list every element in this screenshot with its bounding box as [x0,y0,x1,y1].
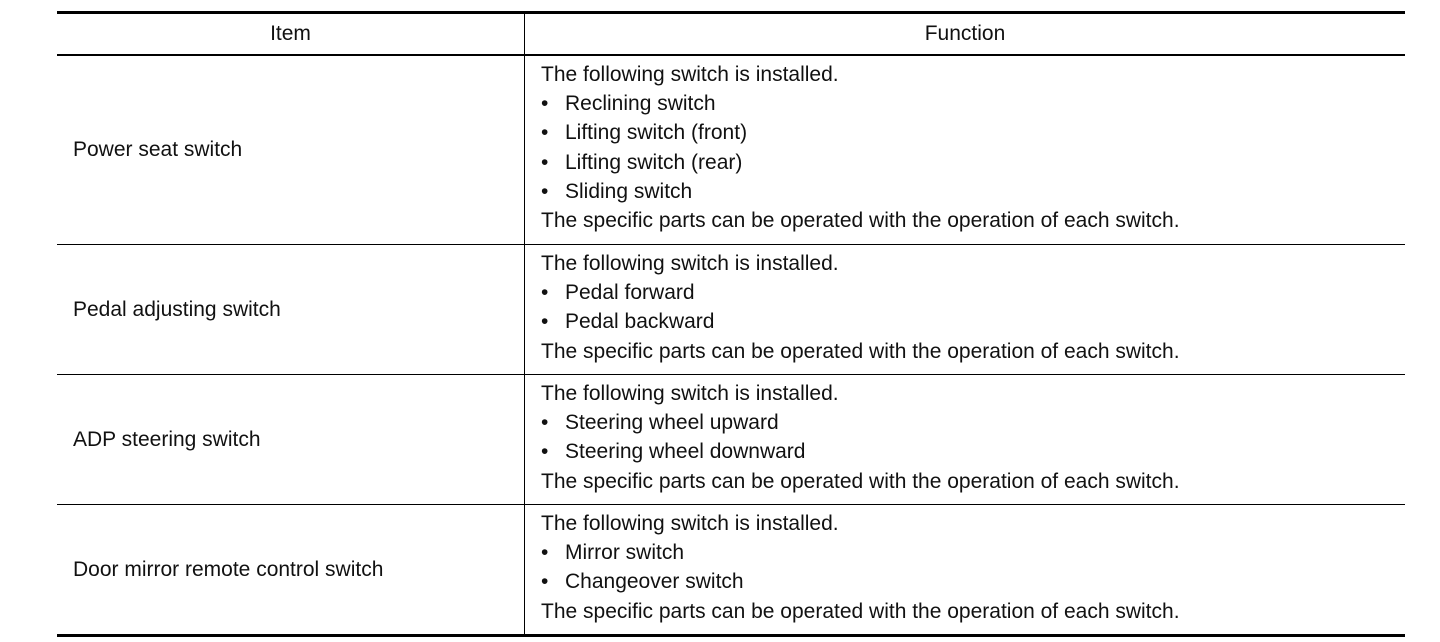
table-header-row [57,14,1405,56]
header-function: Function [924,22,1006,45]
function-intro: The following switch is installed. [541,382,839,405]
function-cell [525,505,1405,634]
function-outro: The specific parts can be operated with the operation of each switch. [541,469,1180,493]
list-item: • Pedal backward [541,307,1405,336]
switch-list [541,538,1405,596]
item-cell [57,56,525,244]
list-item: • Steering wheel downward [541,437,1405,466]
function-outro: The specific parts can be operated with the operation of each switch. [541,339,1180,363]
header-item: Item [57,14,525,54]
table-row [57,375,1405,505]
list-item: • Changeover switch [541,567,1405,596]
item-name: Power seat switch [73,138,243,161]
switch-list [541,89,1405,206]
table-row [57,245,1405,375]
item-cell [57,245,525,374]
function-cell [525,245,1405,374]
function-cell [525,375,1405,504]
table-row [57,56,1405,245]
list-item: • Lifting switch (rear) [541,148,1405,177]
item-cell [57,375,525,504]
switch-function-table [57,11,1405,637]
switch-list [541,278,1405,336]
function-cell [525,56,1405,244]
function-outro: The specific parts can be operated with the operation of each switch. [541,599,1180,623]
table-row [57,505,1405,634]
item-name: ADP steering switch [73,427,261,451]
function-outro: The specific parts can be operated with the operation of each switch. [541,209,1180,233]
list-item: • Reclining switch [541,89,1405,118]
switch-list [541,408,1405,466]
function-intro: The following switch is installed. [541,63,839,86]
item-cell [57,505,525,634]
item-name: Door mirror remote control switch [73,557,384,581]
function-intro: The following switch is installed. [541,252,839,275]
function-intro: The following switch is installed. [541,512,839,535]
item-name: Pedal adjusting switch [73,297,281,321]
list-item: • Pedal forward [541,278,1405,307]
list-item: • Mirror switch [541,538,1405,567]
list-item: • Sliding switch [541,177,1405,206]
list-item: • Steering wheel upward [541,408,1405,437]
list-item: • Lifting switch (front) [541,118,1405,147]
